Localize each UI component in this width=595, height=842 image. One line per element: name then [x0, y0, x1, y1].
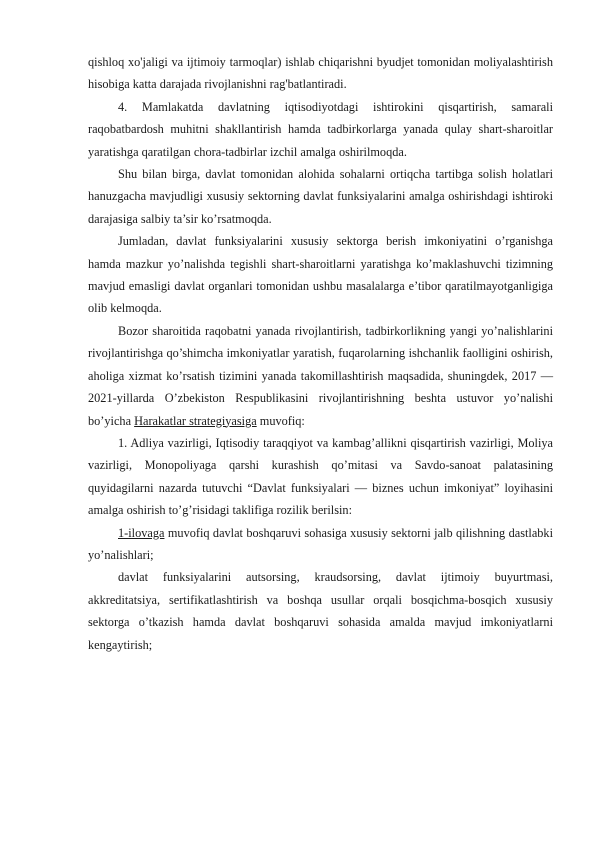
paragraph-outsourcing: davlat funksiyalarini autsorsing, kraudsorsing, davlat ijtimoiy buyurtmasi, akkreditatsiya, sertifikatlashtirish va boshqa usullar orqali bosqichma-bosqich xususiy sektorga o’tkazish hamda davlat boshqaruvi sohasida amalda mavjud imkoniyatlarni kengaytirish;	[88, 570, 553, 652]
action-strategy-link[interactable]: Harakatlar strategiyasiga	[134, 413, 257, 428]
paragraph-private-sector: Jumladan, davlat funksiyalarini xususiy sektorga berish imkoniyatini o’rganishga hamda mazkur yo’nalishda tegishli shart-sharoitlarni yaratishga ko’maklashuvchi tizimning mavjud emasligi davlat organlari tomonidan ushbu masalalarga e’tibor qaratilmayotganligiga olib kelmoqda.	[88, 234, 553, 316]
paragraph-text-end: muvofiq davlat boshqaruvi sohasiga xususiy sektorni jalb qilishning dastlabki yo’nalishlari;	[88, 525, 553, 562]
paragraph-text: Bozor sharoitida raqobatni yanada rivojlantirish, tadbirkorlikning yangi yo’nalishlarini rivojlantirishga qo’shimcha imkoniyatlar yaratish, fuqarolarning ishchanlik faolligini oshirish, aholiga xizmat ko’rsatish tizimini yanada takomillashtirish maqsadida, shuningdek, 2017 — 2021-yillarda O’zbekiston Respublikasini rivojlantirishning beshta ustuvor yo’nalishi bo’yicha	[88, 323, 553, 428]
annex-1-link[interactable]: 1-ilovaga	[118, 525, 165, 540]
paragraph-point-4: 4. Mamlakatda davlatning iqtisodiyotdagi ishtirokini qisqartirish, samarali raqobatbardosh muhitni shakllantirish hamda tadbirkorlarga yanada qulay shart-sharoitlar yaratishga qaratilgan chora-tadbirlar izchil amalga oshirilmoqda.	[88, 99, 553, 159]
paragraph-text-end: muvofiq:	[256, 413, 305, 428]
document-page	[88, 51, 553, 656]
paragraph-continuation: qishloq xo'jaligi va ijtimoiy tarmoqlar) ishlab chiqarishni byudjet tomonidan moliyalashtirish hisobiga katta darajada rivojlanishni rag'batlantiradi.	[88, 55, 553, 92]
paragraph-annex-1	[88, 522, 553, 567]
paragraph-point-1: 1. Adliya vazirligi, Iqtisodiy taraqqiyot va kambag’allikni qisqartirish vazirligi, Moliya vazirligi, Monopoliyaga qarshi kurashish qo’mitasi va Savdo-sanoat palatasining quyidagilarni nazarda tutuvchi “Davlat funksiyalari — biznes uchun imkoniyat” loyihasini amalga oshirish to’g’risidagi taklifiga rozilik berilsin:	[88, 435, 553, 518]
paragraph-regulation: Shu bilan birga, davlat tomonidan alohida sohalarni ortiqcha tartibga solish holatlari hanuzgacha mavjudligi xususiy sektorning davlat funksiyalarini amalga oshirishdagi ishtiroki darajasiga salbiy ta’sir ko’rsatmoqda.	[88, 167, 553, 226]
paragraph-market-conditions	[88, 320, 553, 432]
